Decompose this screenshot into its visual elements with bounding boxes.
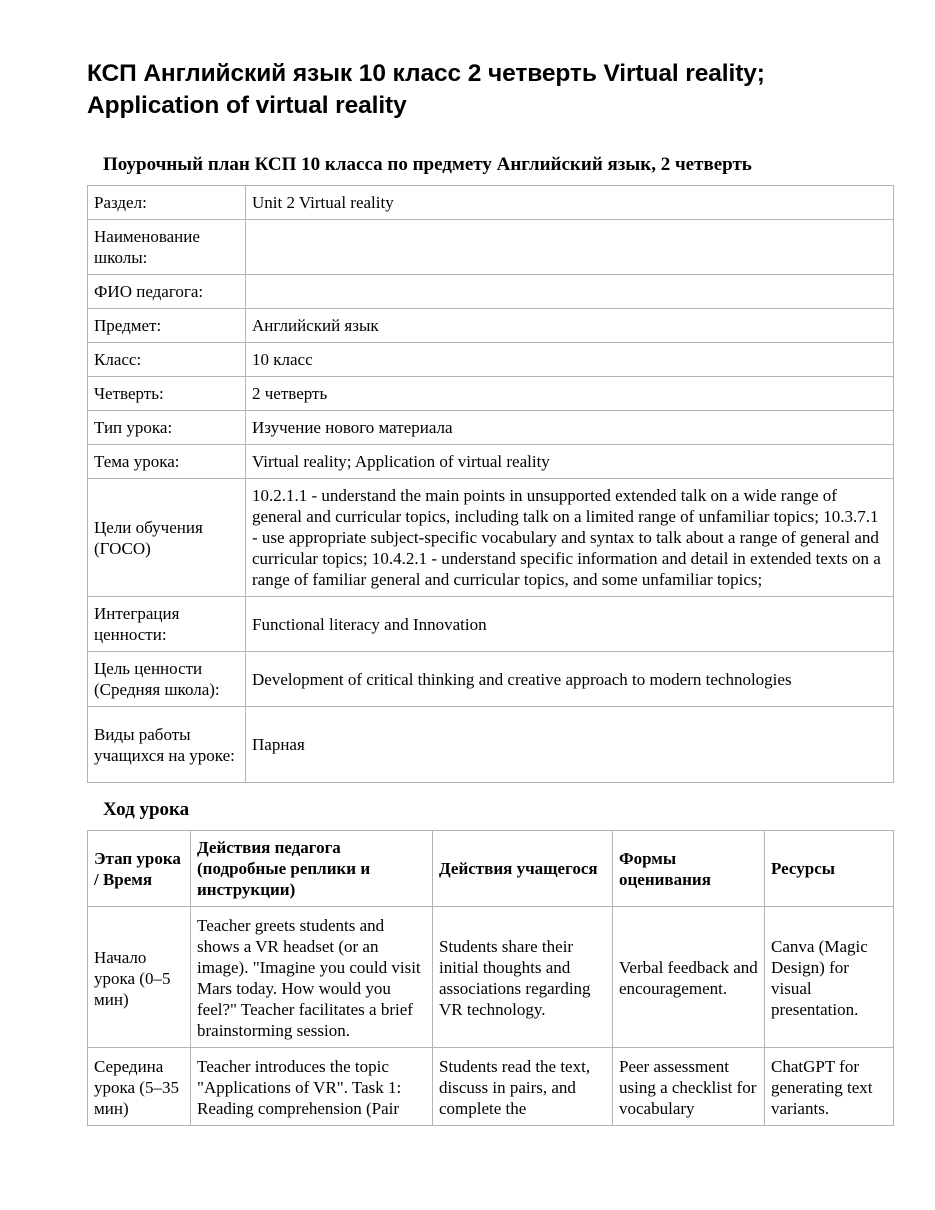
plan-heading: Поурочный план КСП 10 класса по предмету Английский язык, 2 четверть xyxy=(103,154,752,175)
info-row xyxy=(88,411,894,445)
info-label: Тип урока: xyxy=(88,411,246,445)
document-page xyxy=(87,58,893,1126)
info-label: Четверть: xyxy=(88,377,246,411)
info-row xyxy=(88,479,894,597)
lesson-info-table xyxy=(87,185,894,783)
info-value: 10 класс xyxy=(246,343,894,377)
info-label: Раздел: xyxy=(88,186,246,220)
lesson-flow-table xyxy=(87,830,894,1126)
student-actions-cell: Students share their initial thoughts and associations regarding VR technology. xyxy=(433,907,613,1048)
info-row xyxy=(88,597,894,652)
info-row xyxy=(88,343,894,377)
info-value: Virtual reality; Application of virtual reality xyxy=(246,445,894,479)
teacher-actions-cell: Teacher introduces the topic "Applications of VR". Task 1: Reading comprehension (Pair xyxy=(191,1048,433,1126)
info-label: Цель ценности (Средняя школа): xyxy=(88,652,246,707)
info-value: 10.2.1.1 - understand the main points in unsupported extended talk on a wide range of general and curricular topics, including talk on a limited range of unfamiliar topics; 10.3.7.1 - use appropriate subject-specific vocabulary and syntax to talk about a range of general and curricular topics; 10.4.2.1 - understand specific information and detail in extended texts on a range of familiar general and curricular topics, and some unfamiliar topics; xyxy=(246,479,894,597)
info-label: Виды работы учащихся на уроке: xyxy=(88,707,246,783)
resources-cell: ChatGPT for generating text variants. xyxy=(765,1048,894,1126)
info-label: Цели обучения (ГОСО) xyxy=(88,479,246,597)
info-row xyxy=(88,707,894,783)
info-value: Unit 2 Virtual reality xyxy=(246,186,894,220)
info-label: Тема урока: xyxy=(88,445,246,479)
info-row xyxy=(88,445,894,479)
flow-heading: Ход урока xyxy=(103,799,190,820)
student-actions-cell: Students read the text, discuss in pairs, and complete the xyxy=(433,1048,613,1126)
info-row xyxy=(88,309,894,343)
column-header: Формы оценивания xyxy=(613,831,765,907)
info-value: 2 четверть xyxy=(246,377,894,411)
assessment-cell: Peer assessment using a checklist for vocabulary xyxy=(613,1048,765,1126)
document-title: КСП Английский язык 10 класс 2 четверть Virtual reality; Application of virtual reality xyxy=(87,60,765,119)
resources-cell: Canva (Magic Design) for visual presentation. xyxy=(765,907,894,1048)
info-row xyxy=(88,220,894,275)
column-header: Действия педагога (подробные реплики и инструкции) xyxy=(191,831,433,907)
info-row xyxy=(88,186,894,220)
info-label: Класс: xyxy=(88,343,246,377)
table-row xyxy=(88,1048,894,1126)
flow-header-row xyxy=(88,831,894,907)
table-row xyxy=(88,907,894,1048)
info-value xyxy=(246,220,894,275)
info-value: Изучение нового материала xyxy=(246,411,894,445)
info-value: Парная xyxy=(246,707,894,783)
info-label: Интеграция ценности: xyxy=(88,597,246,652)
info-value xyxy=(246,275,894,309)
stage-cell: Начало урока (0–5 мин) xyxy=(88,907,191,1048)
column-header: Этап урока / Время xyxy=(88,831,191,907)
assessment-cell: Verbal feedback and encouragement. xyxy=(613,907,765,1048)
stage-cell: Середина урока (5–35 мин) xyxy=(88,1048,191,1126)
info-value: Development of critical thinking and creative approach to modern technologies xyxy=(246,652,894,707)
column-header: Действия учащегося xyxy=(433,831,613,907)
info-value: Functional literacy and Innovation xyxy=(246,597,894,652)
teacher-actions-cell: Teacher greets students and shows a VR headset (or an image). "Imagine you could visit Mars today. How would you feel?" Teacher facilitates a brief brainstorming session. xyxy=(191,907,433,1048)
info-row xyxy=(88,275,894,309)
info-value: Английский язык xyxy=(246,309,894,343)
info-row xyxy=(88,377,894,411)
column-header: Ресурсы xyxy=(765,831,894,907)
info-row xyxy=(88,652,894,707)
info-label: Предмет: xyxy=(88,309,246,343)
info-label: ФИО педагога: xyxy=(88,275,246,309)
info-label: Наименование школы: xyxy=(88,220,246,275)
